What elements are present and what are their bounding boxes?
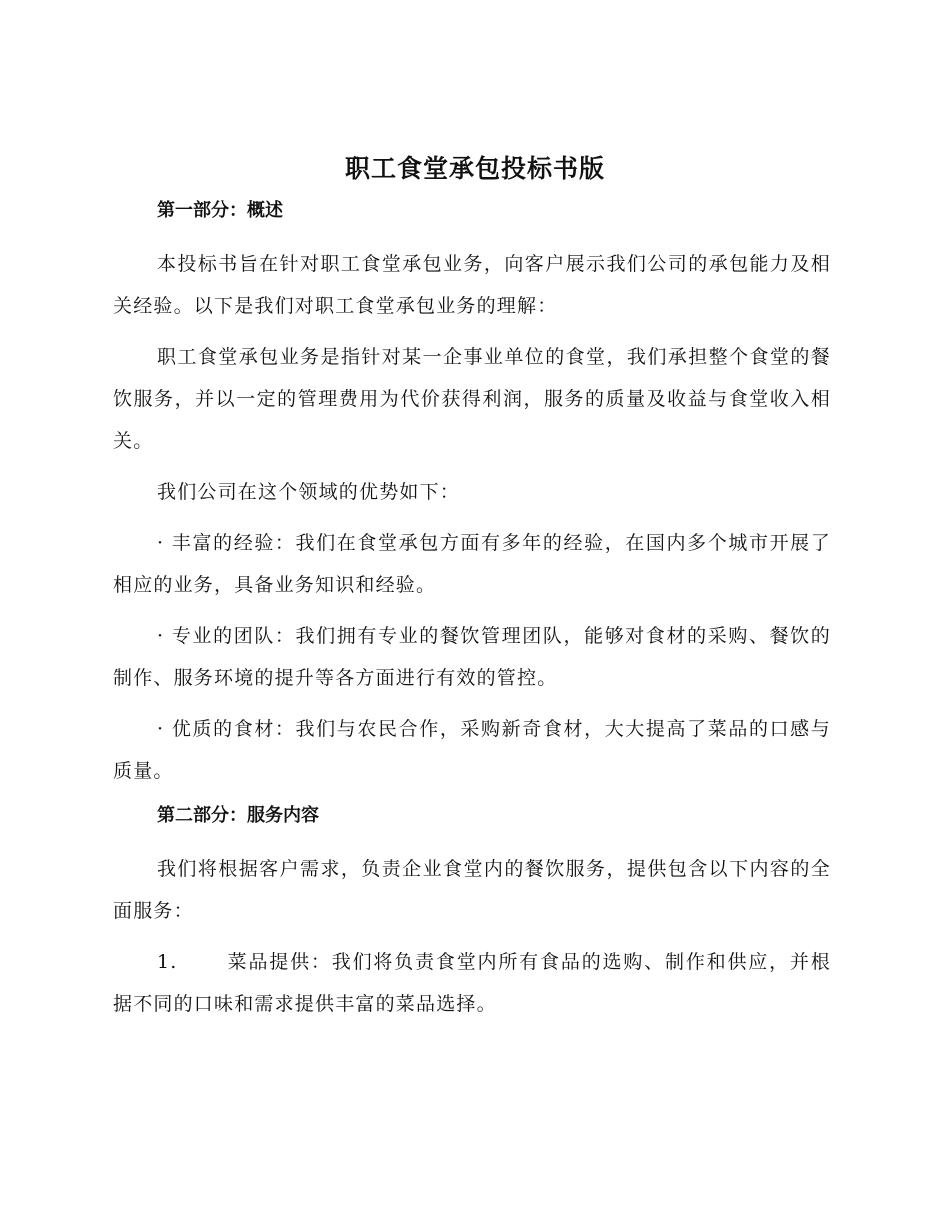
bullet-item: · 专业的团队：我们拥有专业的餐饮管理团队，能够对食材的采购、餐饮的制作、服务环境的提升等各方面进行有效的管控。 <box>113 625 831 689</box>
paragraph: 我们公司在这个领域的优势如下： <box>157 481 461 503</box>
section-heading: 第二部分：服务内容 <box>157 805 319 826</box>
bullet-item: · 丰富的经验：我们在食堂承包方面有多年的经验，在国内多个城市开展了相应的业务，具备业务知识和经验。 <box>113 532 831 596</box>
section-heading: 第一部分：概述 <box>157 200 283 221</box>
numbered-item <box>113 941 831 1025</box>
document-title: 职工食堂承包投标书版 <box>344 154 605 183</box>
item-text: 菜品提供：我们将负责食堂内所有食品的选购、制作和供应，并根据不同的口味和需求提供丰富的菜品选择。 <box>113 951 831 1015</box>
paragraph: 本投标书旨在针对职工食堂承包业务，向客户展示我们公司的承包能力及相关经验。以下是我们对职工食堂承包业务的理解： <box>113 253 831 317</box>
bullet-item: · 优质的食材：我们与农民合作，采购新奇食材，大大提高了菜品的口感与质量。 <box>113 718 831 782</box>
item-number: 1. <box>157 951 178 973</box>
paragraph: 职工食堂承包业务是指针对某一企事业单位的食堂，我们承担整个食堂的餐饮服务，并以一定的管理费用为代价获得利润，服务的质量及收益与食堂收入相关。 <box>113 346 831 452</box>
document-body <box>113 196 831 1034</box>
paragraph: 我们将根据客户需求，负责企业食堂内的餐饮服务，提供包含以下内容的全面服务： <box>113 858 831 922</box>
